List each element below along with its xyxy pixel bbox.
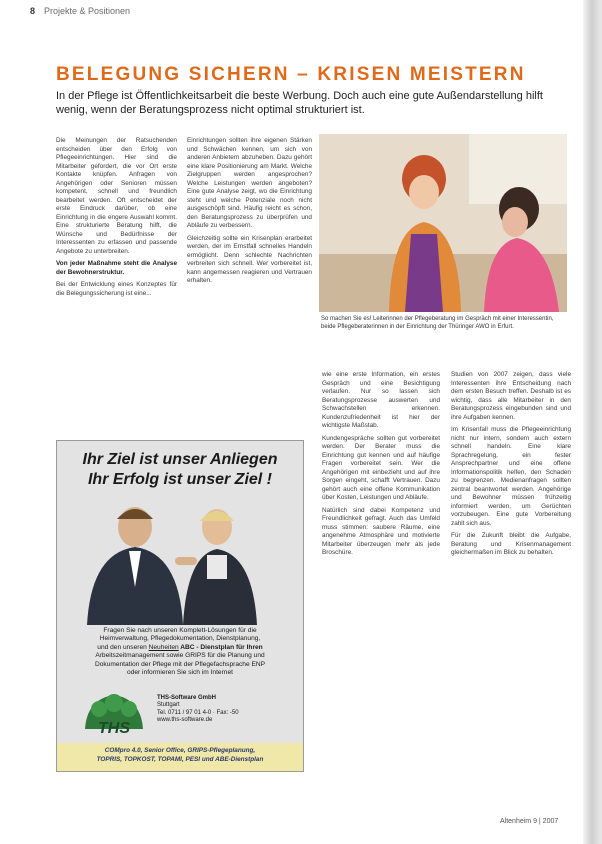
text-column-2 xyxy=(187,137,312,290)
text-column-3 xyxy=(322,371,440,562)
ad-new-label: Neuheiten xyxy=(148,643,179,651)
ad-product-line: COMpro 4.0, Senior Office, GRIPS-Pflegeplanung, xyxy=(104,747,256,754)
paragraph: Die Meinungen der Ratsuchenden entscheiden über den Erfolg von Pflegeeinrichtungen. Hier sind die Mitarbeiter gefordert, die vor Ort erste Kontakte knüpfen. Anfragen von Angehörigen oder Senioren müssen kompetent, schnell und freundlich bearbeitet werden. Oft entscheidet der erste Eindruck darüber, ob eine Einrichtung in die engere Auswahl kommt. Eine strukturierte Beratung hilft, die Wünsche und Bedürfnisse der Interessenten zu erfassen und passende Angebote zu unterbreiten. xyxy=(56,137,177,255)
ad-body-text xyxy=(71,627,289,677)
ad-company-info xyxy=(157,695,297,725)
company-web[interactable]: www.ths-software.de xyxy=(157,717,213,724)
paragraph: Bei der Entwicklung eines Konzeptes für die Belegungssicherung ist eine... xyxy=(56,281,177,297)
section-label: Projekte & Positionen xyxy=(44,6,131,16)
ths-logo-text: THS xyxy=(98,720,130,737)
paragraph: Gleichzeitig sollte ein Krisenplan erarbeitet werden, der im Ernstfall schnelles Handeln ermöglicht. Denn schlechte Nachrichten verbreiten sich schnell. Wer vorbereitet ist, kann angemessen reagieren und Vertrauen erhalten. xyxy=(187,234,312,284)
ad-slogan-2: Ihr Erfolg ist unser Ziel ! xyxy=(87,471,273,488)
ad-text-fragment: und den unseren xyxy=(97,643,149,651)
ad-text-line xyxy=(71,644,289,652)
ad-text-line: Dokumentation der Pflege mit der Pflegefachsprache ENP xyxy=(94,660,266,668)
paragraph: Natürlich sind dabei Kompetenz und Freundlichkeit gefragt. Auch das Umfeld muss stimmen: saubere Räume, eine angenehme Atmosphäre und motivierte Mitarbeiter überzeugen mehr als jede Broschüre. xyxy=(322,506,440,556)
article-headline: BELEGUNG SICHERN – KRISEN MEISTERN xyxy=(56,64,526,85)
advertisement[interactable] xyxy=(56,440,304,772)
company-city: Stuttgart xyxy=(157,702,180,709)
paragraph: Im Krisenfall muss die Pflegeeinrichtung nicht nur intern, sondern auch extern schnell handeln. Eine klare Sprachregelung, ein fester Ansprechpartner und eine offene Informationspolitik helfen, den Schaden zu begrenzen. Medienanfragen sollten zentral beantwortet werden. Angehörige und Bewohner müssen frühzeitig informiert werden, um Gerüchten vorzubeugen. Eine gute Vorbereitung zahlt sich aus. xyxy=(451,426,571,527)
ths-logo xyxy=(79,689,149,737)
page-edge xyxy=(583,0,602,844)
photo-caption: So machen Sie es! Leiterinnen der Pflegeberatung im Gespräch mit einer Interessentin, beide Pflegeberaterinnen in der Einrichtung der Thüringer AWO in Erfurt. xyxy=(321,316,554,330)
ad-text-fragment: ABC - Dienstplan für Ihren xyxy=(178,643,263,651)
paragraph: Kundengespräche sollten gut vorbereitet werden. Der Berater muss die Einrichtung gut kennen und auf häufige Fragen vorbereitet sein. Wer die Angehörigen mit einbezieht und auf ihre Sorgen eingeht, schafft Vertrauen. Dazu gehört auch eine offene Kommunikation über Kosten, Leistungen und Abläufe. xyxy=(322,434,440,501)
article-intro: In der Pflege ist Öffentlichkeitsarbeit die beste Werbung. Doch auch eine gute Außendarstellung hilft wenig, wenn der Beratungsprozess nicht optimal strukturiert ist. xyxy=(56,90,543,116)
page-number: 8 xyxy=(30,6,36,16)
paragraph: Studien von 2007 zeigen, dass viele Interessenten ihre Entscheidung nach dem ersten Besuch treffen. Deshalb ist es wichtig, dass alle Mitarbeiter in den Beratungsprozess eingebunden sind und ihre Aufgaben kennen. xyxy=(451,371,571,421)
page-footer: Altenheim 9 | 2007 xyxy=(500,818,559,825)
company-phone: Tel. 0711 / 97 01 4-0 · Fax: -50 xyxy=(157,709,239,716)
photo-illustration xyxy=(319,134,567,312)
ad-product-line: TOPRIS, TOPKOST, TOPAMI, PESI und ABE-Dienstplan xyxy=(96,755,264,763)
paragraph: wie eine erste Information, ein erstes Gespräch und eine Besichtigung verlaufen. Nur so lassen sich Beratungsprozesse auswerten und Schwachstellen erkennen. Kundenzufriedenheit ist hier der wichtigste Maßstab. xyxy=(322,371,440,429)
ad-text-line: Arbeitszeitmanagement sowie GRIPS für die Planung und xyxy=(95,652,265,660)
text-column-4 xyxy=(451,371,571,562)
ad-people-illustration xyxy=(57,497,303,625)
ad-slogan-1: Ihr Ziel ist unser Anliegen xyxy=(82,451,278,468)
company-name: THS-Software GmbH xyxy=(157,695,217,701)
paragraph: Für die Zukunft bleibt die Aufgabe, Beratung und Krisenmanagement gleichermaßen im Blick zu behalten. xyxy=(451,532,571,556)
ad-product-banner xyxy=(57,743,303,771)
paragraph: Einrichtungen sollten ihre eigenen Stärken und Schwächen kennen, um sich von anderen Anbietern abzuheben. Dazu gehört eine klare Positionierung am Markt. Welche Zielgruppen werden angesprochen? Welche Leistungen werden angeboten? Eine gute Analyse zeigt, wo die Einrichtung steht und welche Potenziale noch nicht ausgeschöpft sind. Häufig reicht es schon, den Beratungsprozess zu überprüfen und Abläufe zu verbessern. xyxy=(187,137,312,229)
article-photo xyxy=(319,134,567,312)
ad-text-line: Heimverwaltung, Pflegedokumentation, Dienstplanung, xyxy=(99,635,261,643)
text-column-1 xyxy=(56,137,177,302)
ad-text-line: Fragen Sie nach unseren Komplett-Lösungen für die xyxy=(103,627,257,634)
subheading: Von jeder Maßnahme steht die Analyse der Bewohnerstruktur. xyxy=(56,260,177,276)
ad-text-line: oder informieren Sie sich im Internet xyxy=(127,669,233,677)
